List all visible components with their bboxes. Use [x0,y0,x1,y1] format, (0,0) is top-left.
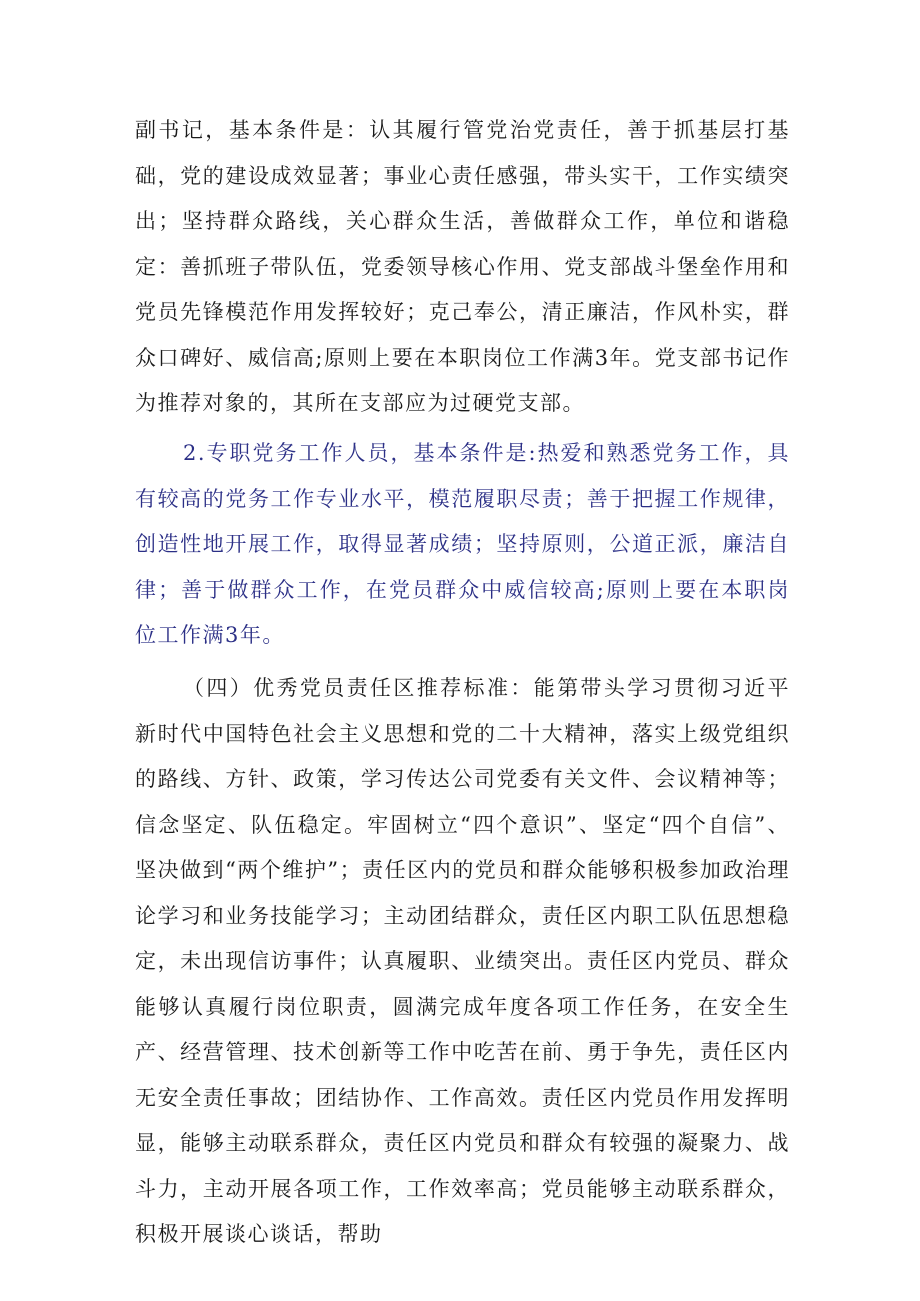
paragraph-responsibility-zone-criteria: （四）优秀党员责任区推荐标准：能第带头学习贯彻习近平新时代中国特色社会主义思想和党的二十大精神，落实上级党组织的路线、方针、政策，学习传达公司党委有关文件、会议精神等；信念坚定、队伍稳定。牢固树立“四个意识”、坚定“四个自信”、坚决做到“两个维护”；责任区内的党员和群众能够积极参加政治理论学习和业务技能学习；主动团结群众，责任区内职工队伍思想稳定，未出现信访事件；认真履职、业绩突出。责任区内党员、群众能够认真履行岗位职责，圆满完成年度各项工作任务，在安全生产、经营管理、技术创新等工作中吃苦在前、勇于争先，责任区内无安全责任事故；团结协作、工作高效。责任区内党员作用发挥明显，能够主动联系群众，责任区内党员和群众有较强的凝聚力、战斗力，主动开展各项工作，工作效率高；党员能够主动联系群众，积极开展谈心谈话，帮助 [135,676,790,1246]
paragraph-party-affairs-staff-criteria: 2.专职党务工作人员，基本条件是:热爱和熟悉党务工作，具有较高的党务工作专业水平，模范履职尽责；善于把握工作规律，创造性地开展工作，取得显著成绩；坚持原则，公道正派，廉洁自律；善于做群众工作，在党员群众中威信较高;原则上要在本职岗位工作满3年。 [135,441,790,647]
paragraph-deputy-secretary-criteria: 副书记，基本条件是：认其履行管党治党责任，善于抓基层打基础，党的建设成效显著；事业心责任感强，带头实干，工作实绩突出；坚持群众路线，关心群众生活，善做群众工作，单位和谐稳定：善抓班子带队伍，党委领导核心作用、党支部战斗堡垒作用和党员先锋模范作用发挥较好；克己奉公，清正廉洁，作风朴实，群众口碑好、威信高;原则上要在本职岗位工作满3年。党支部书记作为推荐对象的，其所在支部应为过硬党支部。 [135,118,790,415]
